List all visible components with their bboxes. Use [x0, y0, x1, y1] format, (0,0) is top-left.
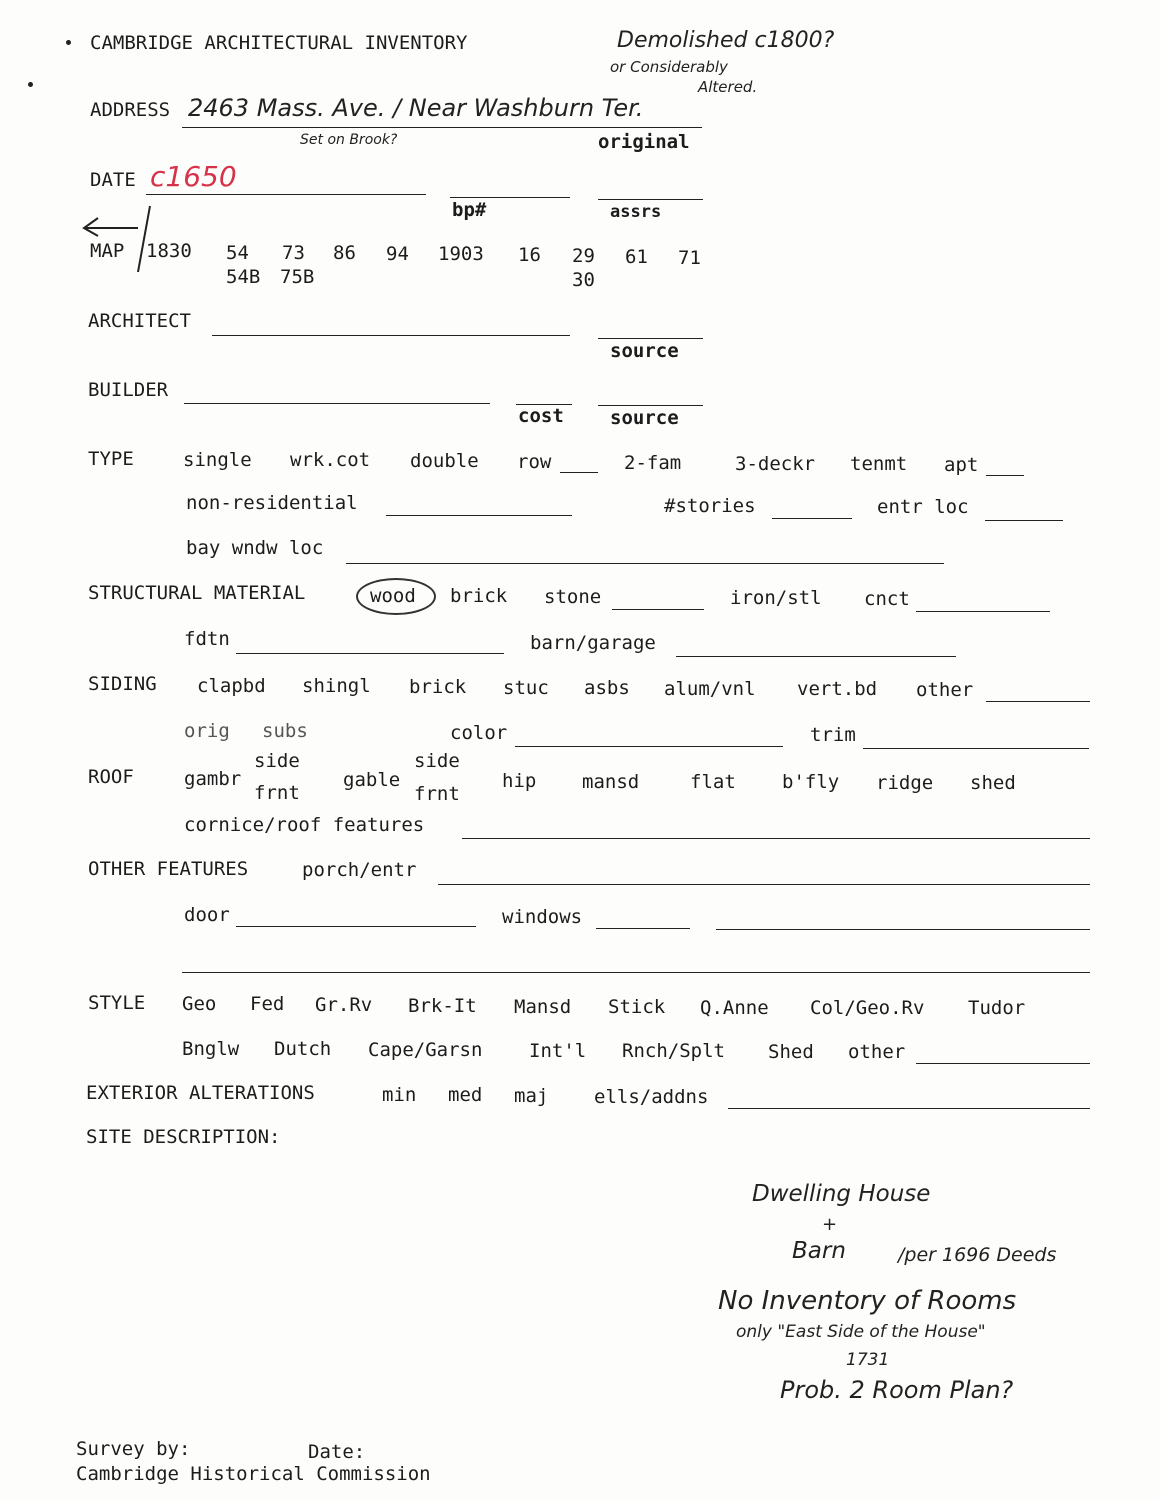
note-no-inventory: No Inventory of Rooms	[718, 1286, 1017, 1316]
structural-option: iron/stl	[730, 587, 822, 609]
note-east-side: only "East Side of the House"	[736, 1322, 986, 1342]
apt-line	[986, 475, 1024, 476]
demolished-note-2: or Considerably	[610, 58, 728, 76]
roof-gambr-frnt: frnt	[254, 782, 300, 804]
siding-label: SIDING	[88, 673, 157, 695]
siding-orig: orig	[184, 720, 230, 742]
structural-label: STRUCTURAL MATERIAL	[88, 582, 306, 604]
architect-source-label: source	[610, 340, 679, 362]
style-option: Mansd	[514, 996, 572, 1018]
type-option: single	[183, 449, 252, 471]
demolished-note: Demolished c1800?	[617, 28, 835, 53]
note-room-plan: Prob. 2 Room Plan?	[780, 1376, 1014, 1404]
map-year: 1830	[146, 240, 192, 262]
other-features-label: OTHER FEATURES	[88, 858, 249, 880]
siding-option: clapbd	[197, 675, 266, 697]
siding-option: other	[916, 679, 974, 701]
commission-label: Cambridge Historical Commission	[76, 1463, 431, 1485]
type-option: 3-deckr	[735, 453, 816, 475]
siding-subs: subs	[262, 720, 308, 742]
map-sub: 30	[572, 269, 595, 291]
map-year: 16	[518, 244, 541, 266]
map-year: 71	[678, 247, 701, 269]
features-extra-line	[182, 972, 1090, 973]
date-value: c1650	[150, 160, 237, 193]
style-option: Cape/Garsn	[368, 1039, 483, 1061]
note-dwelling-house: Dwelling House	[752, 1181, 931, 1207]
type-option: 2-fam	[624, 452, 682, 474]
roof-option: hip	[502, 770, 537, 792]
architect-label: ARCHITECT	[88, 310, 191, 332]
entr-loc-line	[985, 520, 1063, 521]
exterior-option: min	[382, 1084, 417, 1106]
style-option: Tudor	[968, 997, 1026, 1019]
fdtn-line	[236, 653, 504, 654]
style-other-line	[916, 1063, 1090, 1064]
type-option: apt	[944, 454, 979, 476]
style-option: Shed	[768, 1041, 814, 1063]
style-option: Stick	[608, 996, 666, 1018]
ells-line	[728, 1108, 1090, 1109]
style-option: Fed	[250, 993, 285, 1015]
map-year: 29	[572, 245, 595, 267]
address-line	[182, 127, 702, 128]
type-option: row	[517, 451, 552, 473]
bp-line	[450, 197, 570, 198]
structural-option: brick	[450, 585, 508, 607]
structural-option: cnct	[864, 588, 910, 610]
note-plus: +	[822, 1214, 838, 1235]
non-residential-label: non-residential	[186, 492, 358, 514]
style-option: Q.Anne	[700, 997, 769, 1019]
assrs-label: assrs	[610, 202, 662, 222]
roof-gable-frnt: frnt	[414, 783, 460, 805]
bp-label: bp#	[452, 199, 487, 221]
note-deeds: /per 1696 Deeds	[898, 1244, 1057, 1266]
map-label: MAP	[90, 240, 125, 262]
exterior-option: med	[448, 1084, 483, 1106]
style-option: other	[848, 1041, 906, 1063]
stone-line	[612, 609, 704, 610]
assrs-line	[598, 199, 703, 200]
note-year: 1731	[846, 1350, 890, 1370]
stories-line	[772, 518, 852, 519]
date-label: DATE	[90, 169, 136, 191]
map-sub: 54B	[226, 266, 261, 288]
map-sub: 75B	[280, 266, 315, 288]
siding-option: brick	[409, 676, 467, 698]
type-option: tenmt	[850, 453, 908, 475]
site-description-label: SITE DESCRIPTION:	[86, 1126, 281, 1148]
barn-garage-label: barn/garage	[530, 632, 656, 654]
siding-option: vert.bd	[797, 678, 878, 700]
note-barn: Barn	[792, 1238, 846, 1264]
roof-option: shed	[970, 772, 1016, 794]
address-label: ADDRESS	[90, 99, 171, 121]
door-line	[236, 926, 476, 927]
color-label: color	[450, 722, 508, 744]
door-label: door	[184, 904, 230, 926]
cornice-label: cornice/roof features	[184, 814, 425, 836]
style-option: Gr.Rv	[315, 994, 373, 1016]
porch-line	[438, 884, 1090, 885]
roof-gable: gable	[343, 769, 401, 791]
map-year: 54	[226, 242, 249, 264]
builder-source-line	[598, 405, 703, 406]
structural-option: stone	[544, 586, 602, 608]
stories-label: #stories	[664, 495, 756, 517]
punch-mark	[66, 40, 71, 45]
siding-option: shingl	[302, 675, 371, 697]
style-label: STYLE	[88, 992, 146, 1014]
map-year: 94	[386, 243, 409, 265]
siding-option: stuc	[503, 677, 549, 699]
footer-date-label: Date:	[308, 1441, 366, 1463]
original-label: original	[598, 131, 690, 153]
roof-option: b'fly	[782, 771, 840, 793]
style-option: Rnch/Splt	[622, 1040, 725, 1062]
siding-option: asbs	[584, 677, 630, 699]
trim-label: trim	[810, 724, 856, 746]
architect-line	[212, 335, 570, 336]
survey-by-label: Survey by:	[76, 1438, 191, 1460]
map-year: 1903	[438, 243, 484, 265]
builder-source-label: source	[610, 407, 679, 429]
row-line	[560, 472, 598, 473]
style-option: Dutch	[274, 1038, 332, 1060]
type-option: wrk.cot	[290, 449, 371, 471]
fdtn-label: fdtn	[184, 628, 230, 650]
trim-line	[863, 748, 1089, 749]
roof-option: mansd	[582, 771, 640, 793]
ells-label: ells/addns	[594, 1086, 709, 1108]
cnct-line	[916, 611, 1050, 612]
address-note: Set on Brook?	[300, 132, 398, 148]
map-year: 86	[333, 242, 356, 264]
address-value: 2463 Mass. Ave. / Near Washburn Ter.	[188, 94, 644, 122]
style-option: Col/Geo.Rv	[810, 997, 925, 1019]
architect-source-line	[598, 338, 703, 339]
roof-gambr-side: side	[254, 750, 300, 772]
builder-line	[184, 403, 490, 404]
type-label: TYPE	[88, 448, 134, 470]
builder-label: BUILDER	[88, 379, 169, 401]
porch-label: porch/entr	[302, 859, 417, 881]
cost-label: cost	[518, 405, 564, 427]
barn-garage-line	[676, 656, 956, 657]
exterior-option: maj	[514, 1085, 549, 1107]
map-year: 73	[282, 242, 305, 264]
map-year: 61	[625, 246, 648, 268]
bay-window-label: bay wndw loc	[186, 537, 324, 559]
windows-line	[596, 928, 690, 929]
entr-loc-label: entr loc	[877, 496, 969, 518]
style-option: Brk-It	[408, 995, 477, 1017]
roof-option: ridge	[876, 772, 934, 794]
style-option: Bnglw	[182, 1038, 240, 1060]
structural-option-wood: wood	[370, 585, 416, 607]
windows-line-2	[716, 929, 1090, 930]
punch-mark	[28, 82, 33, 87]
windows-label: windows	[502, 906, 583, 928]
non-residential-line	[386, 515, 572, 516]
type-option: double	[410, 450, 479, 472]
color-line	[515, 746, 783, 747]
roof-gambr: gambr	[184, 768, 242, 790]
roof-label: ROOF	[88, 766, 134, 788]
roof-gable-side: side	[414, 750, 460, 772]
cornice-line	[462, 838, 1090, 839]
style-option: Int'l	[529, 1040, 587, 1062]
date-line	[146, 194, 426, 195]
bay-window-line	[346, 563, 944, 564]
demolished-note-3: Altered.	[698, 78, 758, 96]
exterior-label: EXTERIOR ALTERATIONS	[86, 1082, 315, 1104]
roof-option: flat	[690, 771, 736, 793]
style-option: Geo	[182, 993, 217, 1015]
form-title: CAMBRIDGE ARCHITECTURAL INVENTORY	[90, 32, 468, 54]
siding-option: alum/vnl	[664, 678, 756, 700]
siding-other-line	[986, 701, 1090, 702]
